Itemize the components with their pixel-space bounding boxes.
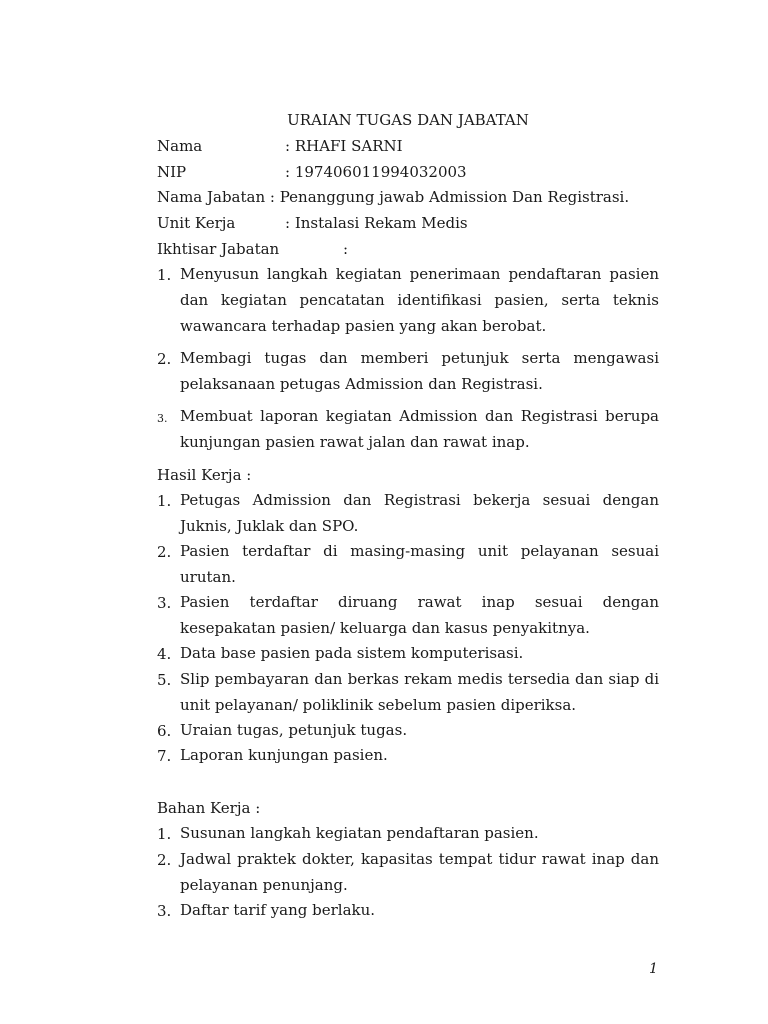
hasil-item-text: Uraian tugas, petunjuk tugas. bbox=[180, 721, 408, 739]
page-number: 1 bbox=[649, 961, 658, 977]
hasil-item-number: 6. bbox=[157, 722, 172, 740]
hasil-item-number: 5. bbox=[157, 671, 172, 689]
field-nip bbox=[157, 163, 467, 181]
field-nama bbox=[157, 137, 403, 155]
bahan-heading bbox=[157, 799, 260, 817]
bahan-item-text: Jadwal praktek dokter, kapasitas tempat tidur rawat inap dan pelayanan penunjang. bbox=[180, 850, 659, 894]
field-unit-label: Unit Kerja bbox=[157, 214, 236, 232]
bahan-heading-colon: : bbox=[250, 799, 261, 817]
hasil-item-text: Slip pembayaran dan berkas rekam medis tersedia dan siap di unit pelayanan/ poliklinik sebelum pasien diperiksa. bbox=[180, 670, 659, 714]
ikhtisar-item-text: Membuat laporan kegiatan Admission dan Registrasi berupa kunjungan pasien rawat jalan dan rawat inap. bbox=[180, 407, 659, 451]
hasil-item bbox=[157, 742, 659, 768]
ikhtisar-item-number: 3. bbox=[157, 412, 168, 425]
ikhtisar-item bbox=[157, 403, 659, 455]
hasil-heading-label: Hasil Kerja bbox=[157, 466, 242, 484]
field-jabatan-value: : Penanggung jawab Admission Dan Registrasi. bbox=[269, 188, 630, 206]
hasil-item-text: Data base pasien pada sistem komputerisasi. bbox=[180, 644, 524, 662]
ikhtisar-item-text: Menyusun langkah kegiatan penerimaan pendaftaran pasien dan kegiatan pencatatan identifikasi pasien, serta teknis wawancara terhadap pasien yang akan berobat. bbox=[180, 265, 659, 335]
hasil-item bbox=[157, 640, 659, 666]
bahan-item bbox=[157, 897, 659, 923]
field-nama-value: : RHAFI SARNI bbox=[285, 137, 403, 155]
ikhtisar-item-text: Membagi tugas dan memberi petunjuk serta mengawasi pelaksanaan petugas Admission dan Registrasi. bbox=[180, 349, 659, 393]
field-nip-label: NIP bbox=[157, 163, 187, 181]
bahan-item-number: 3. bbox=[157, 902, 172, 920]
hasil-item-text: Laporan kunjungan pasien. bbox=[180, 746, 388, 764]
bahan-item bbox=[157, 820, 659, 846]
hasil-item bbox=[157, 589, 659, 641]
bahan-heading-label: Bahan Kerja bbox=[157, 799, 251, 817]
hasil-item-text: Pasien terdaftar di masing-masing unit pelayanan sesuai urutan. bbox=[180, 542, 659, 586]
bahan-item bbox=[157, 846, 659, 898]
document-title: URAIAN TUGAS DAN JABATAN bbox=[287, 111, 529, 129]
bahan-item-number: 2. bbox=[157, 851, 172, 869]
field-ikhtisar bbox=[157, 240, 348, 258]
ikhtisar-item-number: 2. bbox=[157, 350, 172, 368]
hasil-item bbox=[157, 538, 659, 590]
field-ikhtisar-value: : bbox=[343, 240, 349, 258]
hasil-heading bbox=[157, 466, 251, 484]
ikhtisar-item-number: 1. bbox=[157, 266, 172, 284]
hasil-item-number: 2. bbox=[157, 543, 172, 561]
field-nip-value: : 197406011994032003 bbox=[285, 163, 467, 181]
hasil-item-number: 4. bbox=[157, 645, 172, 663]
hasil-item-text: Petugas Admission dan Registrasi bekerja sesuai dengan Juknis, Juklak dan SPO. bbox=[180, 491, 659, 535]
field-nama-label: Nama bbox=[157, 137, 203, 155]
ikhtisar-item bbox=[157, 345, 659, 397]
hasil-item-number: 1. bbox=[157, 492, 172, 510]
field-jabatan-label: Nama Jabatan bbox=[157, 188, 266, 206]
hasil-item-number: 3. bbox=[157, 594, 172, 612]
field-jabatan bbox=[157, 188, 629, 206]
field-unit-value: : Instalasi Rekam Medis bbox=[285, 214, 468, 232]
hasil-item-text: Pasien terdaftar diruang rawat inap sesuai dengan kesepakatan pasien/ keluarga dan kasus penyakitnya. bbox=[180, 593, 659, 637]
hasil-item bbox=[157, 666, 659, 718]
ikhtisar-item bbox=[157, 261, 659, 339]
hasil-item bbox=[157, 487, 659, 539]
bahan-item-number: 1. bbox=[157, 825, 172, 843]
hasil-item-number: 7. bbox=[157, 747, 172, 765]
bahan-item-text: Daftar tarif yang berlaku. bbox=[180, 901, 376, 919]
field-ikhtisar-label: Ikhtisar Jabatan bbox=[157, 240, 280, 258]
hasil-item bbox=[157, 717, 659, 743]
field-unit bbox=[157, 214, 468, 232]
hasil-heading-colon: : bbox=[241, 466, 252, 484]
bahan-item-text: Susunan langkah kegiatan pendaftaran pasien. bbox=[180, 824, 539, 842]
